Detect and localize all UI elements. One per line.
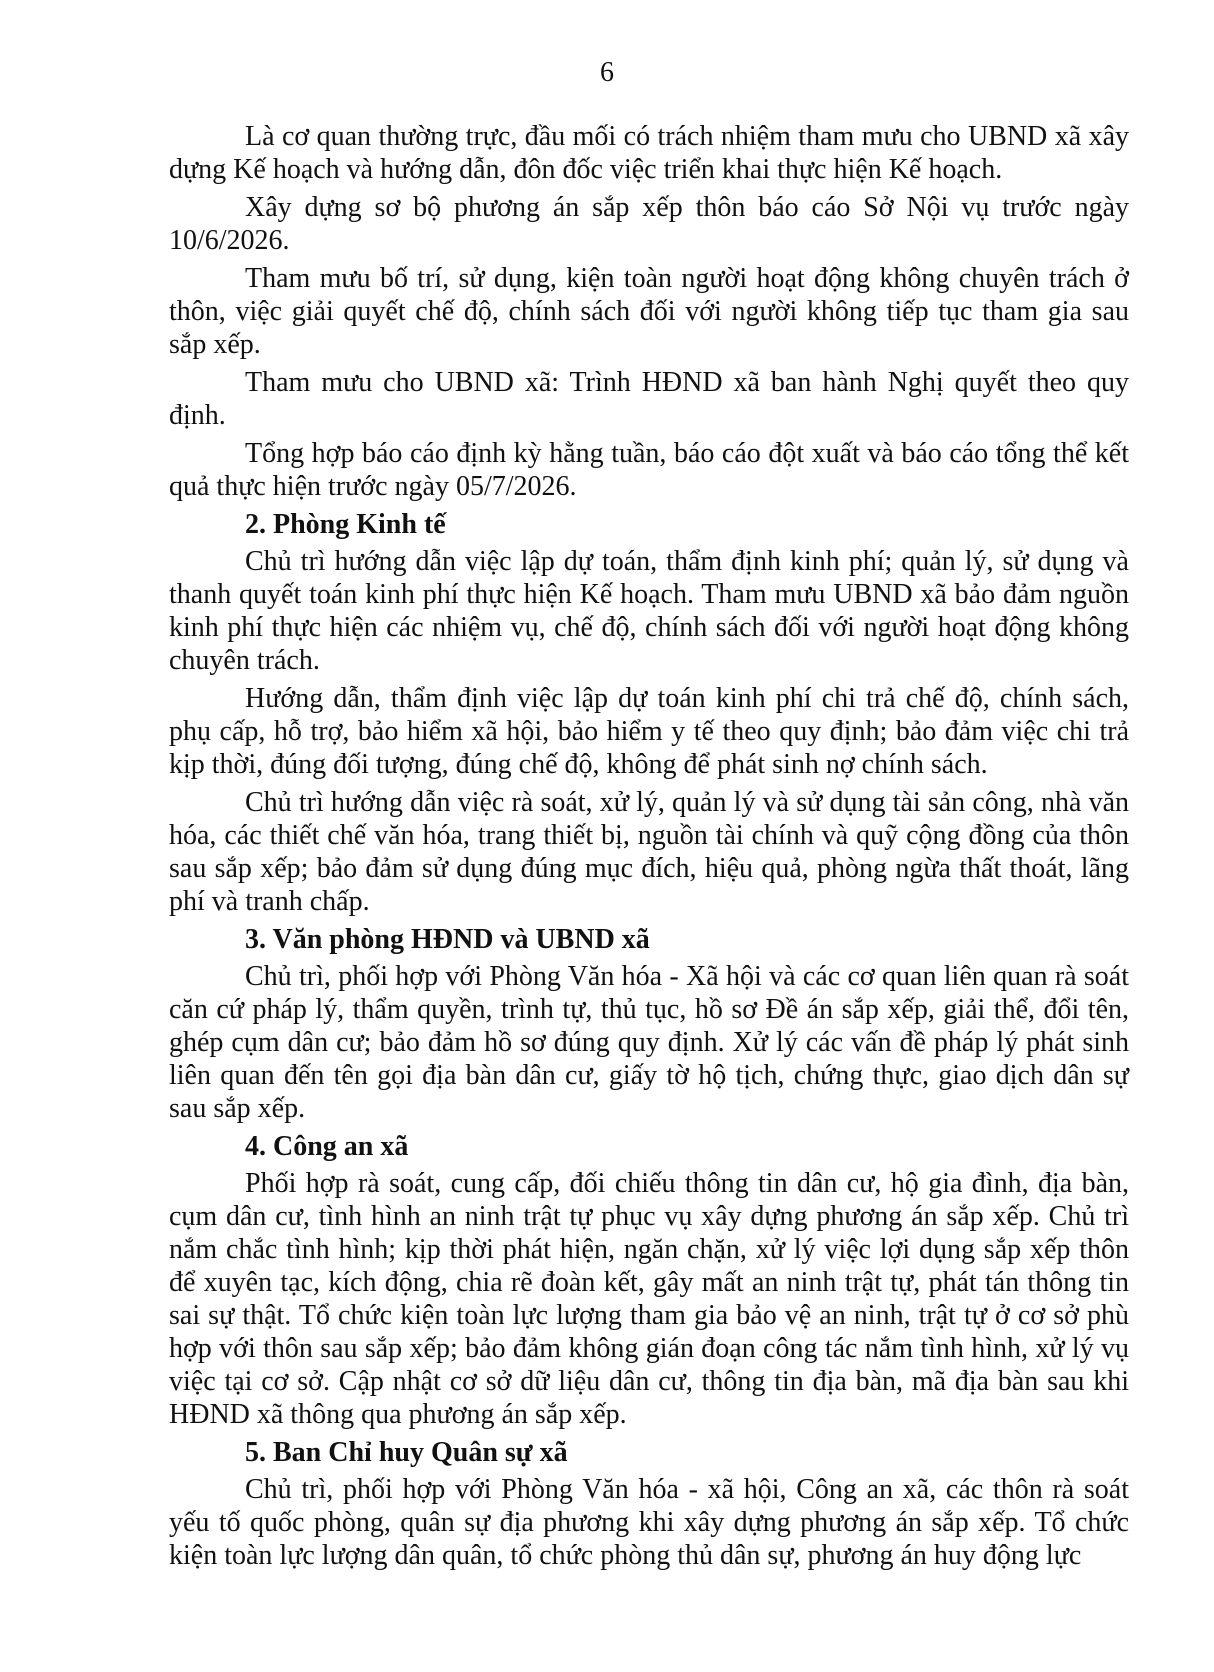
paragraph-standing-agency: Là cơ quan thường trực, đầu mối có trách nhiệm tham mưu cho UBND xã xây dựng Kế hoạch và hướng dẫn, đôn đốc việc triển khai thực hiện Kế hoạch. xyxy=(169,121,1129,185)
paragraph-police-security: Phối hợp rà soát, cung cấp, đối chiếu thông tin dân cư, hộ gia đình, địa bàn, cụm dân cư, tình hình an ninh trật tự phục vụ xây dựng phương án sắp xếp. Chủ trì nắm chắc tình hình; kịp thời phát hiện, ngăn chặn, xử lý việc lợi dụng sắp xếp thôn để xuyên tạc, kích động, chia rẽ đoàn kết, gây mất an ninh trật tự, phát tán thông tin sai sự thật. Tổ chức kiện toàn lực lượng tham gia bảo vệ an ninh, trật tự ở cơ sở phù hợp với thôn sau sắp xếp; bảo đảm không gián đoạn công tác nắm tình hình, xử lý vụ việc tại cơ sở. Cập nhật cơ sở dữ liệu dân cư, thông tin địa bàn, mã địa bàn sau khi HĐND xã thông qua phương án sắp xếp. xyxy=(169,1168,1129,1430)
section-heading-military: 5. Ban Chỉ huy Quân sự xã xyxy=(245,1437,568,1468)
section-heading-economy: 2. Phòng Kinh tế xyxy=(245,509,446,540)
paragraph-military-defense: Chủ trì, phối hợp với Phòng Văn hóa - xã hội, Công an xã, các thôn rà soát yếu tố quốc phòng, quân sự địa phương khi xây dựng phương án sắp xếp. Tổ chức kiện toàn lực lượng dân quân, tổ chức phòng thủ dân sự, phương án huy động lực xyxy=(169,1474,1129,1571)
paragraph-economy-assets: Chủ trì hướng dẫn việc rà soát, xử lý, quản lý và sử dụng tài sản công, nhà văn hóa, các thiết chế văn hóa, trang thiết bị, nguồn tài chính và quỹ cộng đồng của thôn sau sắp xếp; bảo đảm sử dụng đúng mục đích, hiệu quả, phòng ngừa thất thoát, lãng phí và tranh chấp. xyxy=(169,787,1129,917)
paragraph-economy-budget: Chủ trì hướng dẫn việc lập dự toán, thẩm định kinh phí; quản lý, sử dụng và thanh quyết toán kinh phí thực hiện Kế hoạch. Tham mưu UBND xã bảo đảm nguồn kinh phí thực hiện các nhiệm vụ, chế độ, chính sách đối với người hoạt động không chuyên trách. xyxy=(169,546,1129,676)
document-body xyxy=(169,120,1129,1577)
paragraph-advise-personnel: Tham mưu bố trí, sử dụng, kiện toàn người hoạt động không chuyên trách ở thôn, việc giải quyết chế độ, chính sách đối với người không tiếp tục tham gia sau sắp xếp. xyxy=(169,263,1129,360)
paragraph-economy-payments: Hướng dẫn, thẩm định việc lập dự toán kinh phí chi trả chế độ, chính sách, phụ cấp, hỗ trợ, bảo hiểm xã hội, bảo hiểm y tế theo quy định; bảo đảm việc chi trả kịp thời, đúng đối tượng, đúng chế độ, không để phát sinh nợ chính sách. xyxy=(169,683,1129,780)
paragraph-reporting: Tổng hợp báo cáo định kỳ hằng tuần, báo cáo đột xuất và báo cáo tổng thể kết quả thực hiện trước ngày 05/7/2026. xyxy=(169,438,1129,502)
section-heading-police: 4. Công an xã xyxy=(245,1131,409,1162)
page-number: 6 xyxy=(600,57,614,88)
paragraph-draft-plan: Xây dựng sơ bộ phương án sắp xếp thôn báo cáo Sở Nội vụ trước ngày 10/6/2026. xyxy=(169,192,1129,256)
paragraph-office-legal: Chủ trì, phối hợp với Phòng Văn hóa - Xã hội và các cơ quan liên quan rà soát căn cứ pháp lý, thẩm quyền, trình tự, thủ tục, hồ sơ Đề án sắp xếp, giải thể, đổi tên, ghép cụm dân cư; bảo đảm hồ sơ đúng quy định. Xử lý các vấn đề pháp lý phát sinh liên quan đến tên gọi địa bàn dân cư, giấy tờ hộ tịch, chứng thực, giao dịch dân sự sau sắp xếp. xyxy=(169,961,1129,1124)
section-heading-office: 3. Văn phòng HĐND và UBND xã xyxy=(245,924,650,955)
paragraph-advise-resolution: Tham mưu cho UBND xã: Trình HĐND xã ban hành Nghị quyết theo quy định. xyxy=(169,367,1129,431)
